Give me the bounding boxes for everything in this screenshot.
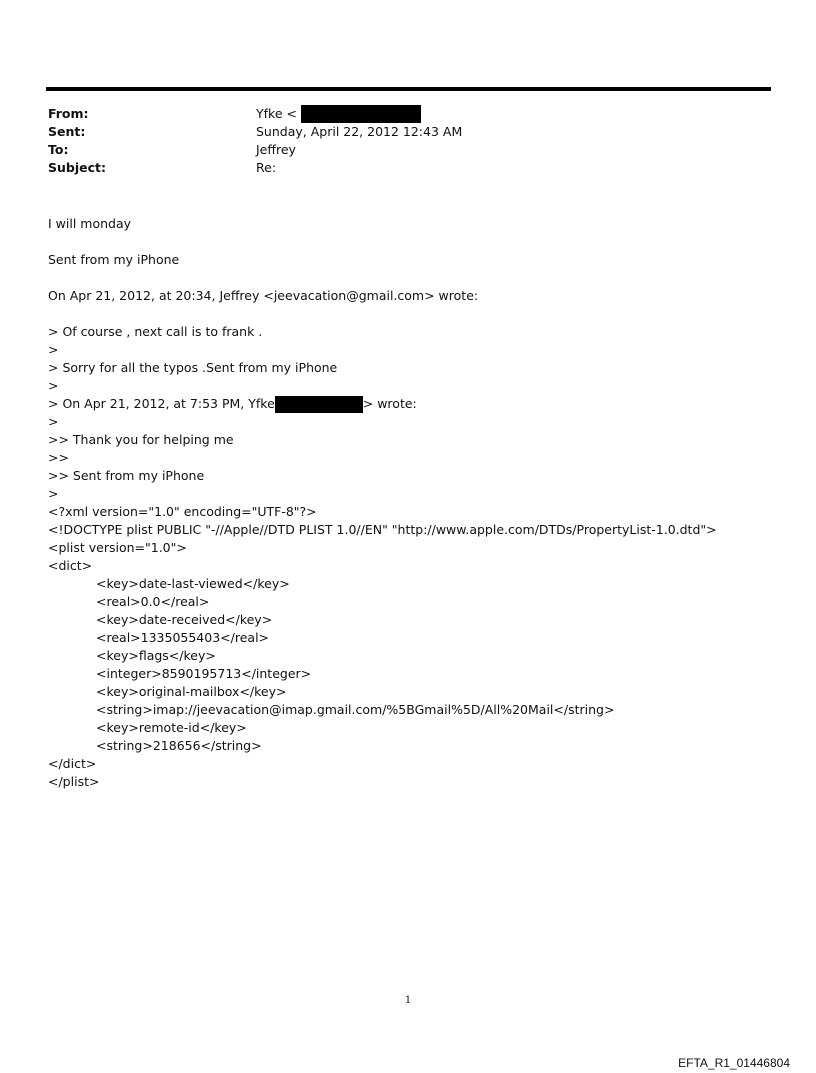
xml-line: <dict> — [48, 558, 93, 573]
xml-line: <?xml version="1.0" encoding="UTF-8"?> — [48, 504, 317, 519]
sent-value: Sunday, April 22, 2012 12:43 AM — [256, 124, 463, 139]
xml-line: <real>1335055403</real> — [96, 630, 270, 645]
message-line: I will monday — [48, 216, 132, 231]
quoted-line: > — [48, 414, 59, 429]
from-name: Yfke < — [256, 106, 297, 121]
quoted-block — [48, 323, 717, 791]
to-value: Jeffrey — [256, 142, 296, 157]
quoted-attribution-prefix: > On Apr 21, 2012, at 7:53 PM, Yfke — [48, 396, 275, 411]
xml-line: <key>remote-id</key> — [96, 720, 247, 735]
redaction-box — [275, 396, 363, 413]
xml-line: <plist version="1.0"> — [48, 540, 187, 555]
xml-line: <key>original-mailbox</key> — [96, 684, 287, 699]
from-label: From: — [48, 106, 89, 121]
document-id: EFTA_R1_01446804 — [678, 1056, 790, 1070]
sent-label: Sent: — [48, 124, 86, 139]
quoted-line: > Of course , next call is to frank . — [48, 324, 263, 339]
xml-line: <!DOCTYPE plist PUBLIC "-//Apple//DTD PLIST 1.0//EN" "http://www.apple.com/DTDs/PropertyList-1.0.dtd"> — [48, 522, 717, 537]
xml-line: <key>flags</key> — [96, 648, 216, 663]
signature-line: Sent from my iPhone — [48, 252, 180, 267]
reply-attribution: On Apr 21, 2012, at 20:34, Jeffrey <jeevacation@gmail.com> wrote: — [48, 288, 479, 303]
quoted-line: > Sorry for all the typos .Sent from my iPhone — [48, 360, 338, 375]
from-value — [256, 105, 421, 123]
quoted-line: >> Sent from my iPhone — [48, 468, 205, 483]
xml-line: <real>0.0</real> — [96, 594, 210, 609]
xml-line: <key>date-received</key> — [96, 612, 273, 627]
xml-line: <string>imap://jeevacation@imap.gmail.com/%5BGmail%5D/All%20Mail</string> — [96, 702, 615, 717]
quoted-attribution — [48, 395, 717, 413]
quoted-line: > — [48, 378, 59, 393]
redaction-box — [301, 105, 421, 123]
page-number: 1 — [404, 995, 412, 1006]
subject-label: Subject: — [48, 160, 106, 175]
xml-line: </dict> — [48, 756, 97, 771]
quoted-attribution-suffix: > wrote: — [362, 396, 417, 411]
header-rule — [46, 87, 771, 91]
quoted-line: >> — [48, 450, 69, 465]
quoted-line: > — [48, 486, 59, 501]
subject-value: Re: — [256, 160, 277, 175]
quoted-line: > — [48, 342, 59, 357]
xml-line: <string>218656</string> — [96, 738, 262, 753]
quoted-line: >> Thank you for helping me — [48, 432, 234, 447]
xml-line: <integer>8590195713</integer> — [96, 666, 312, 681]
to-label: To: — [48, 142, 69, 157]
xml-line: </plist> — [48, 774, 100, 789]
xml-line: <key>date-last-viewed</key> — [96, 576, 290, 591]
